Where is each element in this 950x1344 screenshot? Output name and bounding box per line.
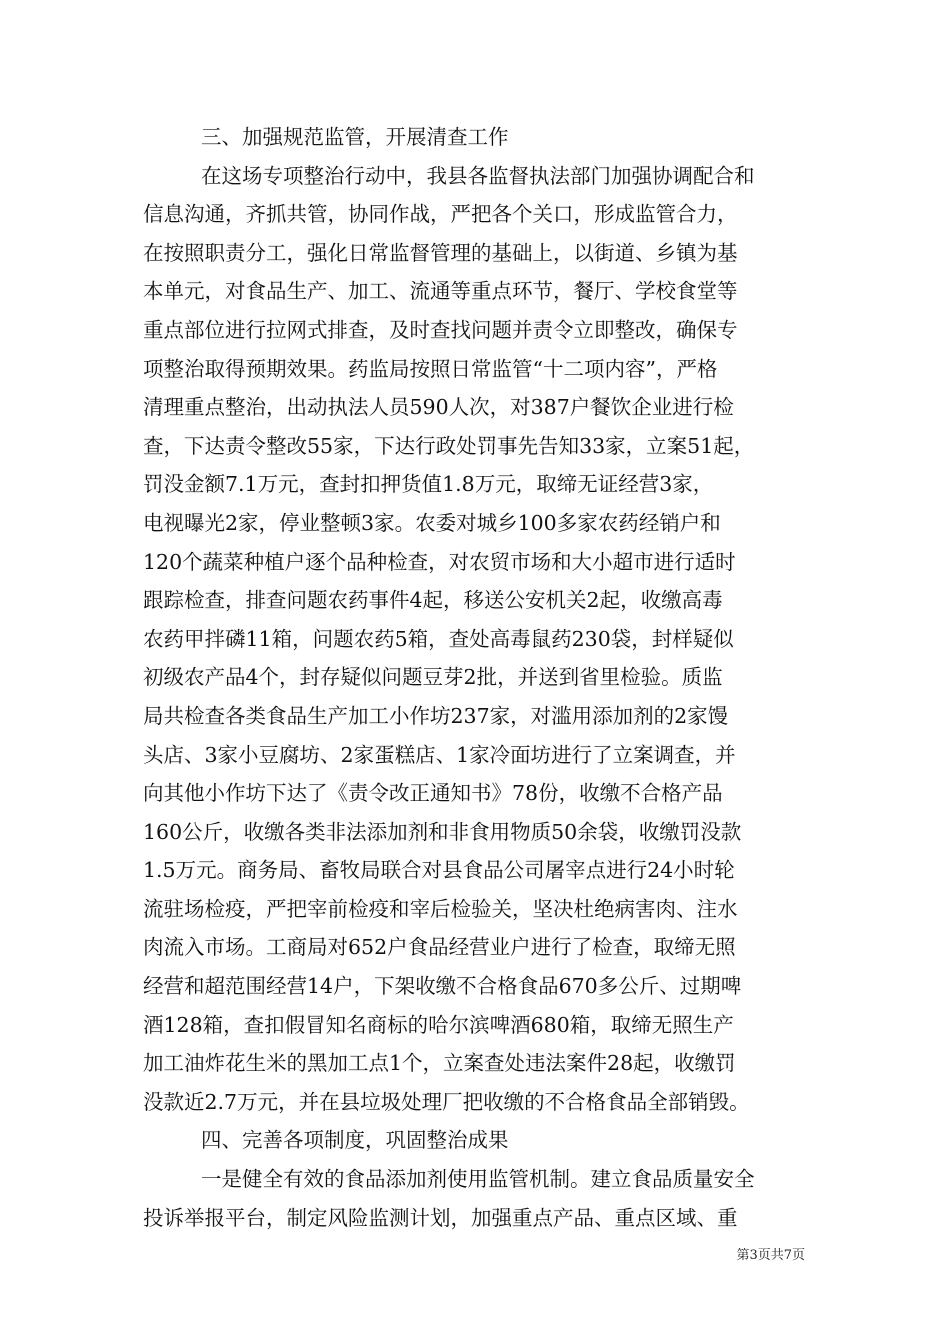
paragraph-line: 加工油炸花生米的黑加工点1个，立案查处违法案件28起，收缴罚 (143, 1051, 736, 1076)
paragraph-line: 肉流入市场。工商局对652户食品经营业户进行了检查，取缔无照 (143, 935, 736, 960)
paragraph-line: 160公斤，收缴各类非法添加剂和非食用物质50余袋，收缴罚没款 (143, 819, 742, 844)
paragraph-line: 初级农产品4个，封存疑似问题豆芽2批，并送到省里检验。质监 (143, 665, 723, 690)
paragraph-line: 没款近2.7万元，并在县垃圾处理厂把收缴的不合格食品全部销毁。 (143, 1089, 750, 1114)
paragraph-line: 120个蔬菜种植户逐个品种检查，对农贸市场和大小超市进行适时 (143, 549, 736, 574)
paragraph-line: 信息沟通，齐抓共管，协同作战，严把各个关口，形成监管合力， (143, 202, 738, 227)
section-heading-4: 四、完善各项制度，巩固整治成果 (201, 1128, 509, 1153)
paragraph-line: 流驻场检疫，严把宰前检疫和宰后检验关，坚决杜绝病害肉、注水 (143, 896, 738, 921)
document-body (143, 118, 811, 1237)
paragraph-line: 投诉举报平台，制定风险监测计划，加强重点产品、重点区域、重 (143, 1205, 738, 1230)
paragraph-line: 查，下达责令整改55家，下达行政处罚事先告知33家，立案51起， (143, 433, 755, 458)
section-heading-3: 三、加强规范监管，开展清查工作 (201, 125, 509, 149)
paragraph-line: 农药甲拌磷11箱，问题农药5箱，查处高毒鼠药230袋，封样疑似 (143, 626, 734, 651)
paragraph-line: 清理重点整治，出动执法人员590人次，对387户餐饮企业进行检 (143, 395, 734, 420)
paragraph-line: 1.5万元。商务局、畜牧局联合对县食品公司屠宰点进行24小时轮 (143, 858, 735, 883)
paragraph-line: 在这场专项整治行动中，我县各监督执法部门加强协调配合和 (201, 163, 755, 188)
paragraph-line: 向其他小作坊下达了《责令改正通知书》78份，收缴不合格产品 (143, 781, 723, 806)
paragraph-line: 电视曝光2家，停业整顿3家。农委对城乡100多家农药经销户和 (143, 510, 721, 535)
paragraph-line: 局共检查各类食品生产加工小作坊237家，对滥用添加剂的2家馒 (143, 703, 729, 728)
paragraph-line: 罚没金额7.1万元，查封扣押货值1.8万元，取缔无证经营3家， (143, 472, 714, 497)
paragraph-line: 酒128箱，查扣假冒知名商标的哈尔滨啤酒680箱，取缔无照生产 (143, 1012, 734, 1037)
paragraph-line: 跟踪检查，排查问题农药事件4起，移送公安机关2起，收缴高毒 (143, 588, 723, 613)
paragraph-line: 经营和超范围经营14户，下架收缴不合格食品670多公斤、过期啤 (143, 974, 742, 999)
page-number: 第3页共7页 (736, 1248, 805, 1263)
paragraph-line: 重点部位进行拉网式排查，及时查找问题并责令立即整改，确保专 (143, 317, 738, 342)
paragraph-line: 本单元，对食品生产、加工、流通等重点环节，餐厅、学校食堂等 (143, 279, 738, 304)
paragraph-line: 项整治取得预期效果。药监局按照日常监管“十二项内容”，严格 (143, 356, 718, 381)
paragraph-line: 头店、3家小豆腐坊、2家蛋糕店、1家冷面坊进行了立案调查，并 (143, 742, 736, 767)
paragraph-line: 一是健全有效的食品添加剂使用监管机制。建立食品质量安全 (201, 1167, 755, 1192)
paragraph-line: 在按照职责分工，强化日常监督管理的基础上，以街道、乡镇为基 (143, 240, 738, 265)
